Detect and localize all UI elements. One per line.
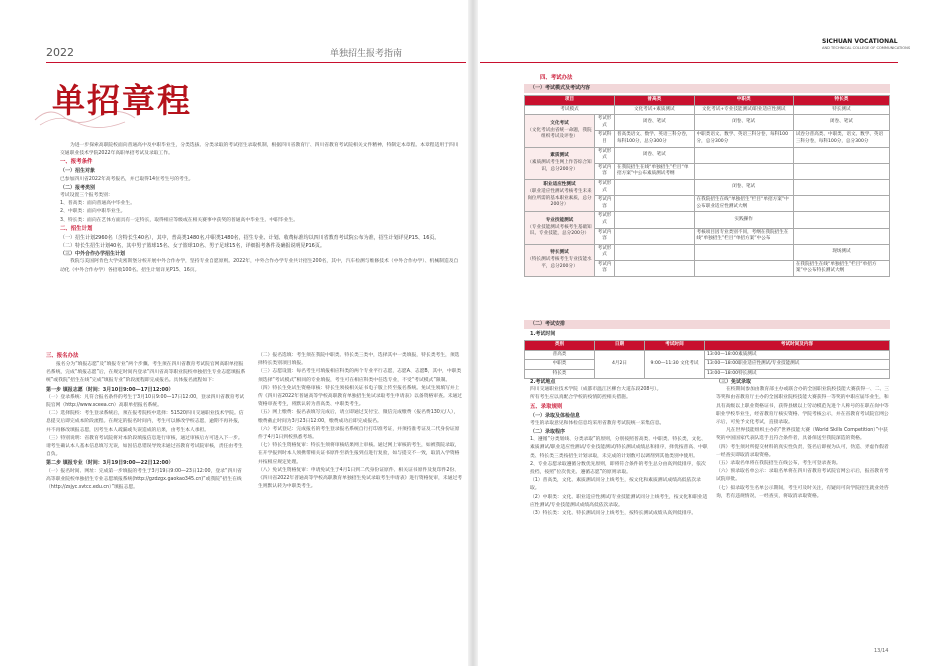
skill-label: 专业技能测试	[545, 218, 574, 224]
talent-content-gk	[615, 260, 695, 276]
admission-sub-2: （二）录取程序	[530, 429, 566, 436]
section-heading-admission: 五、录取规则	[530, 403, 563, 410]
header-rule-left	[46, 62, 466, 63]
skill-content-zz: 考核项目因专业类别不同，考纲在我院招生在线“单独招生”栏目“单招方案”中公布	[694, 228, 793, 244]
culture-subject-zz: 中职类语文、数学、英语三科分卷，每科100分，总分300分	[694, 131, 793, 147]
section-heading-eligibility: 一、报考条件	[60, 159, 93, 166]
subheading-mode: （一）考试模式及考试内容	[530, 85, 591, 91]
talent-content-tc: 在我院招生在线“单独招生”栏目“单招方案”中公布特长测试大纲	[793, 260, 889, 276]
target-text: 已参加四川省2022年高考报名，并已取得14位考生号的考生。	[60, 176, 194, 182]
table2-content-gk: 13:00—18:00素质测试	[705, 350, 890, 360]
subheading-bar-arrange	[524, 320, 890, 329]
plan-item-2: （二）特长生招生计划40名，其中男子篮球15名、女子篮球10名、男子足球15名，详细报考条件及确报说明见P16页。	[60, 243, 325, 250]
left-col-1	[46, 352, 246, 492]
admission-rule-5: （3）特长类：文化、特长测试同分上线考生，按特长测试成绩从高到低排序。	[530, 511, 697, 517]
quality-content-tc	[793, 163, 889, 179]
quality-form-label: 考试形式	[595, 147, 615, 163]
talent-form-gk	[615, 244, 695, 260]
exam-place-label: 2.考试地点	[530, 379, 556, 385]
subheading-category: （二）报考类别	[60, 184, 96, 191]
section-heading-exam: 四、考试办法	[540, 75, 573, 81]
table1-header-gk: 普高类	[615, 96, 695, 106]
row-mode-tc: 特长测试	[793, 105, 889, 115]
admission-rule-1: 1、遵循“分类划线、分类录取”的原则，分别按照普高类、中职类、特长类，文化、素质测试/职业适应性测试/专业技能测试/特长测试成绩总和排序，择优按普高、中职类、特长类三类按招生计划录取，未完成的计划数可以调剂到其他类别中使用。	[530, 437, 708, 459]
table1-header-tc: 特长类	[793, 96, 889, 106]
quality-form-tc	[793, 147, 889, 163]
category-item-3: 3、特长类：面向在艺体方面具有一定特长，取得相应等级或在相关赛事中获奖的普通高中毕业生、中职毕业生。	[60, 217, 299, 223]
admission-sub-1-text: 考生的录取意见和体检信息均采用省教育考试院统一采集信息。	[530, 420, 665, 426]
page-number: 13/14	[874, 648, 889, 654]
table2-row-gk: 普高类	[525, 350, 595, 360]
step2-item-4: （四）特长生免试生资格审核：特长生须按相关证书电子版上传至报名系统。免试生须填写并上传《四川省2022年普通高等学校高职教育单独招生免试录取考生申请表》以备资格审查。未通过资格审查考生，将默认转为普高类、中职类考生。	[258, 385, 463, 408]
subheading-arrange: （二）考试安排	[530, 321, 566, 327]
intro-paragraph: 为进一步探索高职院校面向普通高中及中职毕业生，分类选拔、分类录取的考试招生录取机制，根据四川省教育厅、四川省教育考试院相关文件精神，特制定本章程。本章程适用于四川交通职业技术学院2022年高职单招考试及录取工作。	[60, 143, 459, 157]
skill-form-zz: 实践操作	[694, 212, 793, 228]
culture-subject-tc: 试卷分普高类、中职类，语文、数学、英语三科分卷，每科100分，总分300分	[793, 131, 889, 147]
admission-rule-4: （2）中职类：文化、职业适应性测试/专业技能测试同分上线考生，按文化和职业适应性测试/专业技能测试成绩高低依次录取。	[530, 494, 708, 508]
quality-label: 素质测试	[550, 153, 569, 159]
table1-header-item: 项目	[525, 96, 615, 106]
left-top-block	[60, 142, 460, 275]
step2-heading: 第二步 填报专业（时间：3月19日9:00—22日12:00）	[46, 460, 174, 467]
vocation-form-gk	[615, 179, 695, 195]
category-text: 考试设置三个报考类别：	[60, 193, 113, 199]
step1-item-2: （二）选择院校：考生登录系统后，须在报考院校中选择：51520四川交通职业技术学院。信息提交后即完成本阶段流程。在规定的报名时间内，考生可以修改学校志愿，逾期不再补报，并不再修改填报志愿，因考生本人疏漏或失误造成的后果，由考生本人承担。	[46, 411, 244, 433]
admission-rule-2: 2、专业志愿录取遵循分数优先原则，即将符合条件的考生总分由高到低排序，依次投档，按照“位次优先、遵循志愿”的原则录取。	[530, 461, 706, 476]
step2-item-6: （六）考试登记：完成报名的考生登录报名系统自行打印准考证，并须持准考证及二代身份证原件于4月1日到校熟悉考场。	[258, 426, 460, 441]
admission-rule-3: （1）普高类，文化、素质测试同分上线考生，按文化和素质测试成绩高低依次录取。	[530, 478, 701, 492]
row-mode-gk: 文化考试+素质测试	[615, 105, 695, 115]
step2-item-3: （三）志愿设置：每名考生可填报相应科类的两个专业平行志愿，志愿A、志愿B，其中，中职类须选择“考试模式”相同的专业填报，考生可在相应科类中任选专业，不受“考试模式”限制。	[258, 369, 462, 383]
talent-label-cell	[525, 244, 595, 276]
header-rule-right	[480, 62, 898, 63]
talent-label: 特长测试	[550, 250, 569, 256]
category-item-1: 1、普高类：面向普通高中毕业生。	[60, 201, 136, 207]
admission-sub-4: （四）考生须对所提交材料的真实性负责，签名后即视为认可，伪造、弄虚作假者一经查实即取消录取资格。	[716, 444, 889, 458]
vocation-content-zz: 在我院招生在线“单独招生”栏目“单招方案”中公布职业适应性测试大纲	[694, 196, 793, 212]
culture-label: 文化考试	[550, 120, 569, 126]
vocation-content-label: 考试内容	[595, 196, 615, 212]
vocation-note: （职业适应性测试考核考生未来岗位所需的基本职业素质，总分200分）	[527, 189, 592, 208]
step2-item-1: （一）报名时间、网址：完成第一步填报的考生于3月19日9:00—23日12:00，登录“四川省高等职业院校单独招生专业志愿填报系统(http://gzdzgx.gaokao345.cn)”或我院“招生在线（http://zsjyc.svtcc.edu.cn）”填报志愿。	[46, 468, 242, 491]
table1-header-zz: 中职类	[694, 96, 793, 106]
vocation-label-cell	[525, 179, 595, 211]
admission-sub-1: （一）录取及体检信息	[530, 412, 581, 419]
culture-form-tc: 闭卷、笔试	[793, 115, 889, 131]
step2-item-7: （七）特长生资格复审：特长生须将审核结果网上审核。通过网上审核的考生，如被我院录取，在开学报到时本人须携带相关证书原件至新生报到点进行复验，如与提交不一致，取消入学资格并按相应规定处理。	[258, 443, 460, 465]
talent-note: （特长测试考核考生专业技能水平，总分200分）	[527, 257, 592, 269]
table2-row-zz: 中职类	[525, 360, 595, 370]
step2-item-8: （八）免试生资格复审：申请免试生于4月1日到二代身份证原件、相关证书原件及复印件2份、《四川省2022年普通高等学校高职教育单独招生免试录取考生申请表》进行资格复审，未通过考生则默认转为中职类考生。	[258, 467, 463, 490]
registration-intro: 报名分为“填报志愿”及“填报专业”两个步骤。考生须在四川省教育考试院官网高职单招报名系统，完成“填报志愿”后，在规定时间内登录“四川省高等职业院校单独招生专业志愿填报系统”或我院“招生在线”完成“填报专业”阶段流程即完成报名。具体报名流程如下：	[46, 362, 246, 384]
left-col-2	[258, 352, 463, 491]
section-heading-plan: 二、招生计划	[60, 225, 93, 232]
table2-content-zz: 13:00—18:00职业适应性测试/专业技能测试	[705, 360, 890, 370]
table2-time: 9:00—11:30 文化考试	[645, 350, 705, 379]
table2-header-type: 类别	[525, 341, 595, 351]
right-col-2	[716, 378, 892, 501]
exempt-text: 在校期间参加由教育部主办或联合办的全国职业院校技能大赛获得一、二、三等奖和由省教育厅主办的全国职业院校技能大赛获得一等奖的中职应届毕业生，和具有高级以上职业资格证书，获得县级以上劳动模范先进个人称号的在职在岗中等职业学校毕业生，经省教育厅核实资格、学院考核公示，并在省教育考试院官网公示后，可免予文化考试，直接录取。	[716, 387, 890, 426]
talent-content-zz	[694, 260, 793, 276]
talent-form-zz	[694, 244, 793, 260]
exam-place-text: 四川交通职业技术学院（成都市温江区柳台大道东段208号）。	[530, 387, 662, 393]
subheading-coop: （三）中外合作办学招生计划	[60, 251, 126, 258]
exam-time-label: 1.考试时间	[530, 331, 556, 337]
exam-time-table	[524, 340, 890, 379]
table2-row-tc: 特长类	[525, 369, 595, 379]
vocation-content-gk	[615, 196, 695, 212]
culture-form-gk: 闭卷、笔试	[615, 115, 695, 131]
skill-content-gk	[615, 228, 695, 244]
skill-content-tc	[793, 228, 889, 244]
table2-header-content: 考试时间及内容	[705, 341, 890, 351]
exempt-text-2: 凡在世界技能组织主办的“世界技能大赛（World Skills Competition）”中获奖的中国国家代表队选手且符合条件者，具备保送至我院深造的资格。	[716, 428, 888, 442]
quality-note: （素质测试考生网上作答综合知识，总分200分）	[527, 159, 592, 172]
right-col-1	[530, 378, 708, 518]
chapter-title: 单招章程	[52, 81, 192, 120]
section-heading-registration: 三、报名办法	[46, 353, 79, 359]
talent-content-label: 考试内容	[595, 260, 615, 276]
step1-heading: 第一步 填报志愿（时间：3月10日9:00—17日12:00）	[46, 386, 174, 393]
step2-item-2: （二）报名选填：考生须在我院中职类、特长类三类中，选择其中一类填报，特长类考生，须选择特长类别项目填报。	[258, 353, 460, 367]
culture-form-label: 考试形式	[595, 115, 615, 131]
exam-place-text-2: 所有考生应以真配合学校的疫情防控相关措施。	[530, 395, 631, 401]
vocation-content-tc	[793, 196, 889, 212]
admission-sub-6: （六）预录取名单公示：录取名单将在四川省教育考试院官网公示后，报省教育考试院审批。	[716, 469, 889, 483]
page-gutter	[468, 0, 478, 666]
quality-content-gk: 在我院招生在线“单独招生”栏目“单招方案”中公布素质测试考纲	[615, 163, 695, 179]
step2-item-5: （五）网上缴费：报名表填写完成后，请立即通过支付宝、微信完成缴费（报名费130元/人），缴费截止时间为3月23日12:00，缴费成功后即完成报名。	[258, 410, 459, 424]
admission-sub-7: （七）拟录取考生名单公示期间，考生可及时关注，有疑问可向学院招生就业处咨询，若有违规情况，一经查实，将取消录取资格。	[716, 485, 889, 499]
culture-subject-gk: 普高类语文、数学、英语三科分卷，每科100分，总分300分	[615, 131, 695, 147]
talent-form-label: 考试形式	[595, 244, 615, 260]
table2-header-time: 考试时间	[645, 341, 705, 351]
row-mode-label: 考试模式	[525, 105, 615, 115]
header-year: 2022	[46, 46, 74, 59]
coop-text: 我院与美国阿肯色大学史密斯堡分校开展中外合作办学，坚持专业自愿原则。2022年，中外合作办学专业共计招生200名，其中，汽车检测与维修技术（中外合作办学）、机械制造及自动化（中外合作办学）各招收100名。招生计划详见P15、16页。	[60, 259, 459, 273]
culture-note: （文化考试由省统一命题，我院组织考试及评卷）	[527, 127, 592, 140]
vocation-form-label: 考试形式	[595, 179, 615, 195]
row-mode-zz: 文化考试+专业技能测试/职业适应性测试	[694, 105, 793, 115]
subheading-target: （一）招生对象	[60, 168, 96, 175]
quality-form-gk: 闭卷、笔试	[615, 147, 695, 163]
admission-sub-3: （三）免试录取	[716, 379, 752, 385]
skill-form-gk	[615, 212, 695, 228]
skill-note: （专业技能测试考核考生基础知识、专业技能，总分200分）	[527, 224, 592, 237]
admission-sub-5: （五）录取名单将在我院招生在线公布，考生可登录查询。	[716, 461, 841, 467]
culture-subject-label: 考试科目	[595, 131, 615, 147]
quality-content-zz	[694, 163, 793, 179]
table2-date: 4月2日	[595, 350, 645, 379]
culture-form-zz: 闭卷、笔试	[694, 115, 793, 131]
culture-label-cell	[525, 115, 595, 147]
table2-content-tc: 13:00—18:00特长测试	[705, 369, 890, 379]
college-logo-subtext: AND TECHNICAL COLLEGE OF COMMUNICATIONS	[822, 46, 911, 50]
vocation-label: 职业适应性测试	[543, 182, 576, 188]
quality-label-cell	[525, 147, 595, 179]
vocation-form-zz: 闭卷、笔试	[694, 179, 793, 195]
exam-mode-table	[524, 95, 890, 277]
skill-content-label: 考试内容	[595, 228, 615, 244]
quality-form-zz	[694, 147, 793, 163]
quality-content-label: 考试内容	[595, 163, 615, 179]
college-logo-text: SICHUAN VOCATIONAL	[822, 38, 898, 45]
skill-form-tc	[793, 212, 889, 228]
table2-header-date: 日期	[595, 341, 645, 351]
category-item-2: 2、中职类：面向中职毕业生。	[60, 209, 126, 215]
skill-label-cell	[525, 212, 595, 244]
plan-item-1: （一）招生计划2960名（含特长生40名），其中，普高类1480名,中职类1480名，招生专业、计划、收费标准均以四川省教育考试院公布为准，招生计划详见P15、16页。	[60, 234, 440, 241]
vocation-form-tc	[793, 179, 889, 195]
talent-form-tc: 现场测试	[793, 244, 889, 260]
header-guide-title: 单独招生报考指南	[330, 49, 403, 59]
step1-item-1: （一）登录系统：凡符合报名条件的考生于3月10日9:00—17日12:00，登录四川省教育考试院官网（http://www.sceea.cn）高职单招报名系统。	[46, 394, 245, 409]
step1-item-3: （三）特别说明：省教育考试院将对本阶段填报信息进行审核，通过审核后方可进入下一步。请考生确认本人基本信息填写无误，如因信息错误导致未通过省教育考试院审核，责任由考生自负。	[46, 435, 243, 458]
skill-form-label: 考试形式	[595, 212, 615, 228]
